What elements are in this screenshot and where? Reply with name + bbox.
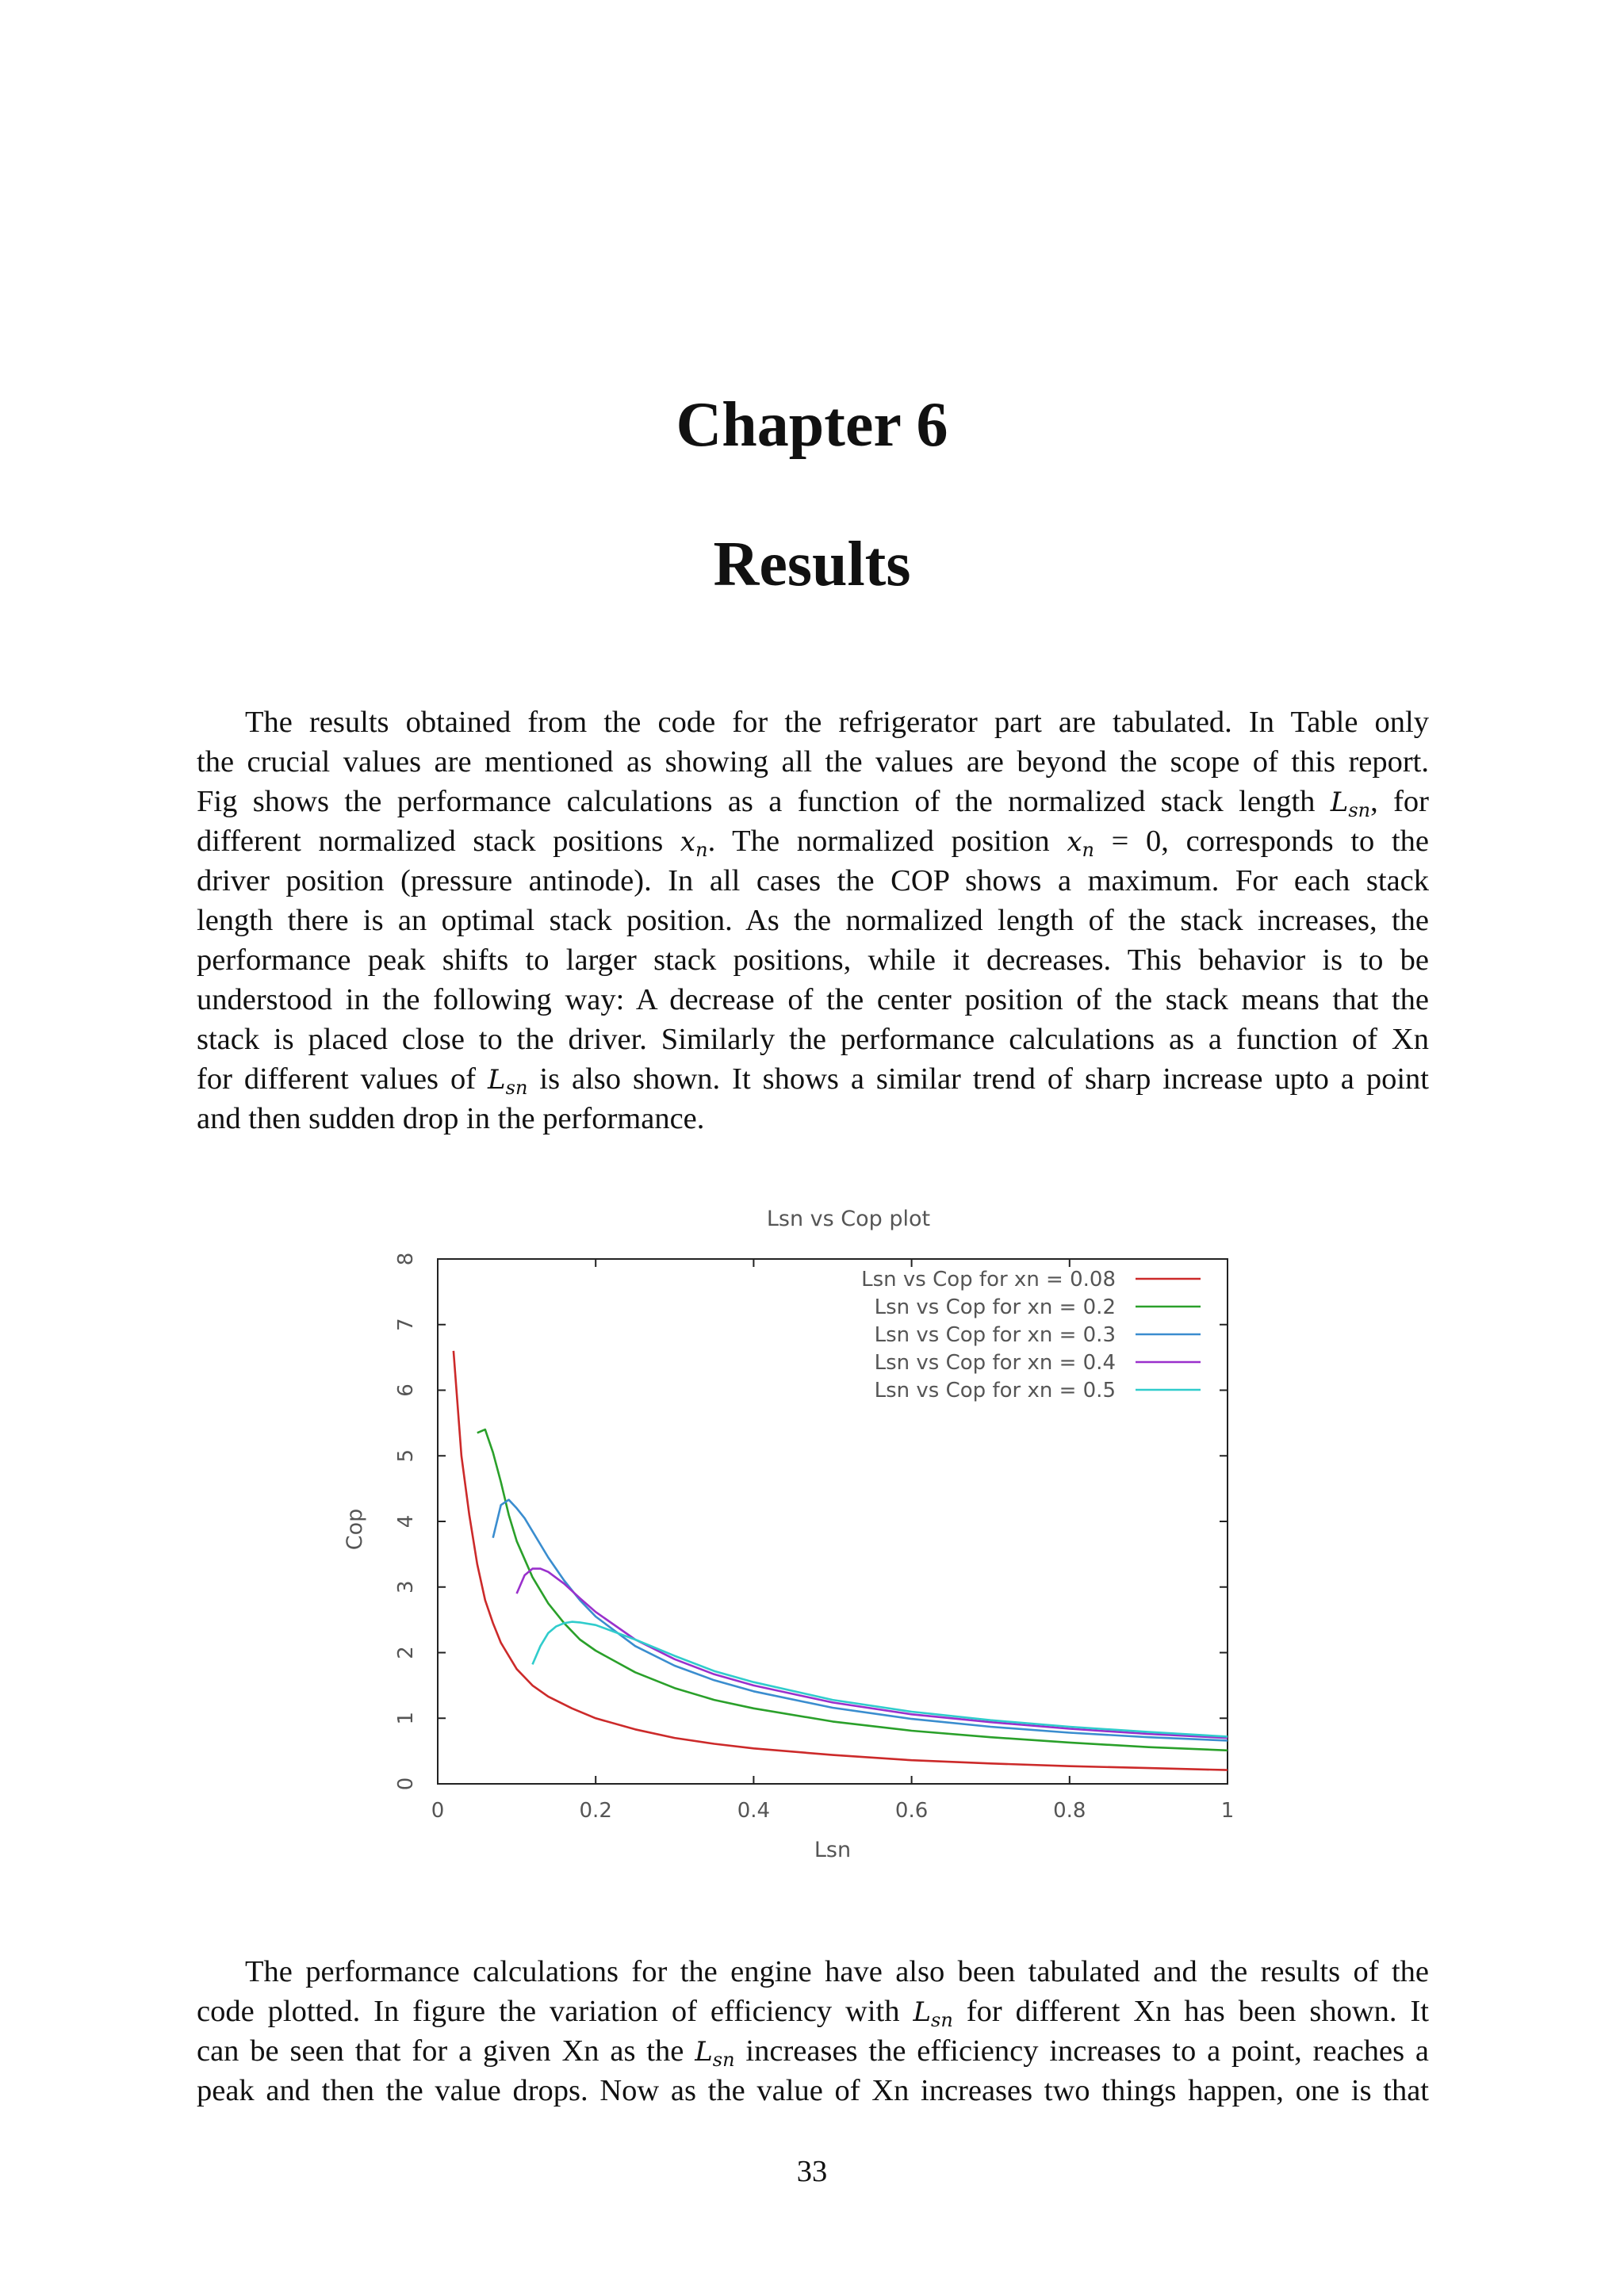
math-base: x (680, 826, 696, 858)
math-symbol (913, 1996, 953, 2031)
y-tick-label: 5 (394, 1448, 418, 1463)
text-run: can be seen that for a given Xn as the (197, 2034, 695, 2068)
text-line (197, 821, 1429, 861)
series-line-1 (454, 1351, 1228, 1770)
text-line (197, 980, 1429, 1020)
math-subscript: sn (931, 2009, 953, 2031)
y-tick-label: 8 (394, 1252, 418, 1266)
series-line-5 (533, 1622, 1228, 1737)
text-run: . The normalized position (707, 825, 1067, 858)
text-line (197, 940, 1429, 980)
y-axis-label: Cop (343, 1508, 367, 1551)
math-symbol (1330, 786, 1371, 821)
math-base: L (913, 1996, 932, 2028)
y-tick-label: 4 (394, 1514, 418, 1529)
math-symbol (1067, 826, 1094, 861)
text-run: peak and then the value drops. Now as the value of Xn increases two things happen, one is that (197, 2074, 1429, 2107)
x-tick-label: 0.2 (579, 1799, 612, 1823)
math-symbol (680, 826, 708, 861)
x-tick-label: 0 (431, 1799, 445, 1823)
x-axis-label: Lsn (814, 1838, 852, 1862)
text-run: understood in the following way: A decrease of the center position of the stack means that the (197, 983, 1429, 1016)
text-run: for different Xn has been shown. It (952, 1995, 1429, 2028)
text-run: stack is placed close to the driver. Similarly the performance calculations as a function of Xn (197, 1023, 1429, 1056)
text-run: performance peak shifts to larger stack positions, while it decreases. This behavior is to be (197, 943, 1429, 977)
legend-label-2: Lsn vs Cop for xn = 0.2 (874, 1295, 1116, 1319)
text-line (197, 1992, 1429, 2031)
x-tick-label: 0.4 (737, 1799, 771, 1823)
x-tick-label: 1 (1220, 1799, 1235, 1823)
text-line (197, 1020, 1429, 1059)
y-tick-label: 7 (394, 1318, 418, 1332)
paragraph-2 (197, 1952, 1429, 2110)
text-line (197, 2031, 1429, 2071)
math-symbol (488, 1064, 528, 1099)
math-subscript: sn (712, 2049, 735, 2071)
text-line (197, 742, 1429, 782)
text-line (197, 782, 1429, 821)
chapter-title: Results (713, 530, 911, 599)
legend-label-3: Lsn vs Cop for xn = 0.3 (874, 1323, 1116, 1347)
y-tick-label: 3 (394, 1580, 418, 1594)
text-run: code plotted. In figure the variation of efficiency with (197, 1995, 914, 2028)
paragraph-1 (197, 702, 1429, 1138)
figure-lsn-vs-cop (317, 1189, 1269, 1903)
math-subscript: n (695, 839, 708, 861)
page-number: 33 (796, 2155, 828, 2188)
text-run: The results obtained from the code for the refrigerator part are tabulated. In Table only (245, 706, 1429, 739)
text-line (197, 702, 1429, 742)
legend-label-5: Lsn vs Cop for xn = 0.5 (874, 1379, 1116, 1402)
legend-label-1: Lsn vs Cop for xn = 0.08 (861, 1268, 1116, 1292)
text-run: increases the efficiency increases to a point, reaches a (734, 2034, 1430, 2068)
text-run: and then sudden drop in the performance. (197, 1102, 705, 1135)
text-run: Fig shows the performance calculations as a function of the normalized stack length (197, 785, 1331, 818)
text-run: different normalized stack positions (197, 825, 680, 858)
text-run: driver position (pressure antinode). In all cases the COP shows a maximum. For each stack (197, 864, 1429, 897)
text-run: , for (1370, 785, 1429, 818)
y-tick-label: 6 (394, 1383, 418, 1397)
math-subscript: sn (1348, 799, 1371, 821)
y-tick-label: 0 (394, 1777, 418, 1791)
text-line (197, 1059, 1429, 1099)
math-base: x (1067, 826, 1082, 858)
text-line (197, 1099, 1429, 1138)
chart-title: Lsn vs Cop plot (766, 1207, 931, 1231)
x-tick-label: 0.8 (1053, 1799, 1086, 1823)
text-run: for different values of (197, 1062, 488, 1096)
x-tick-label: 0.6 (894, 1799, 929, 1823)
math-base: L (1330, 786, 1349, 818)
math-base: L (695, 2036, 713, 2068)
text-run: is also shown. It shows a similar trend of sharp increase upto a point (527, 1062, 1430, 1096)
text-run: the crucial values are mentioned as showing all the values are beyond the scope of this report. (197, 745, 1429, 779)
text-line (197, 861, 1429, 901)
math-subscript: n (1082, 839, 1094, 861)
legend-label-4: Lsn vs Cop for xn = 0.4 (874, 1351, 1116, 1375)
text-line (197, 901, 1429, 940)
text-run: length there is an optimal stack position. As the normalized length of the stack increases, the (197, 904, 1429, 937)
math-symbol (695, 2036, 735, 2071)
y-tick-label: 2 (394, 1646, 418, 1659)
text-line (197, 2071, 1429, 2110)
math-subscript: sn (505, 1077, 528, 1099)
text-run: = 0, corresponds to the (1094, 825, 1429, 858)
math-base: L (488, 1064, 506, 1096)
text-run: The performance calculations for the engine have also been tabulated and the results of the (245, 1955, 1429, 1988)
y-tick-label: 1 (394, 1711, 418, 1725)
chapter-heading: Chapter 6 (676, 390, 948, 460)
text-line (197, 1952, 1429, 1992)
